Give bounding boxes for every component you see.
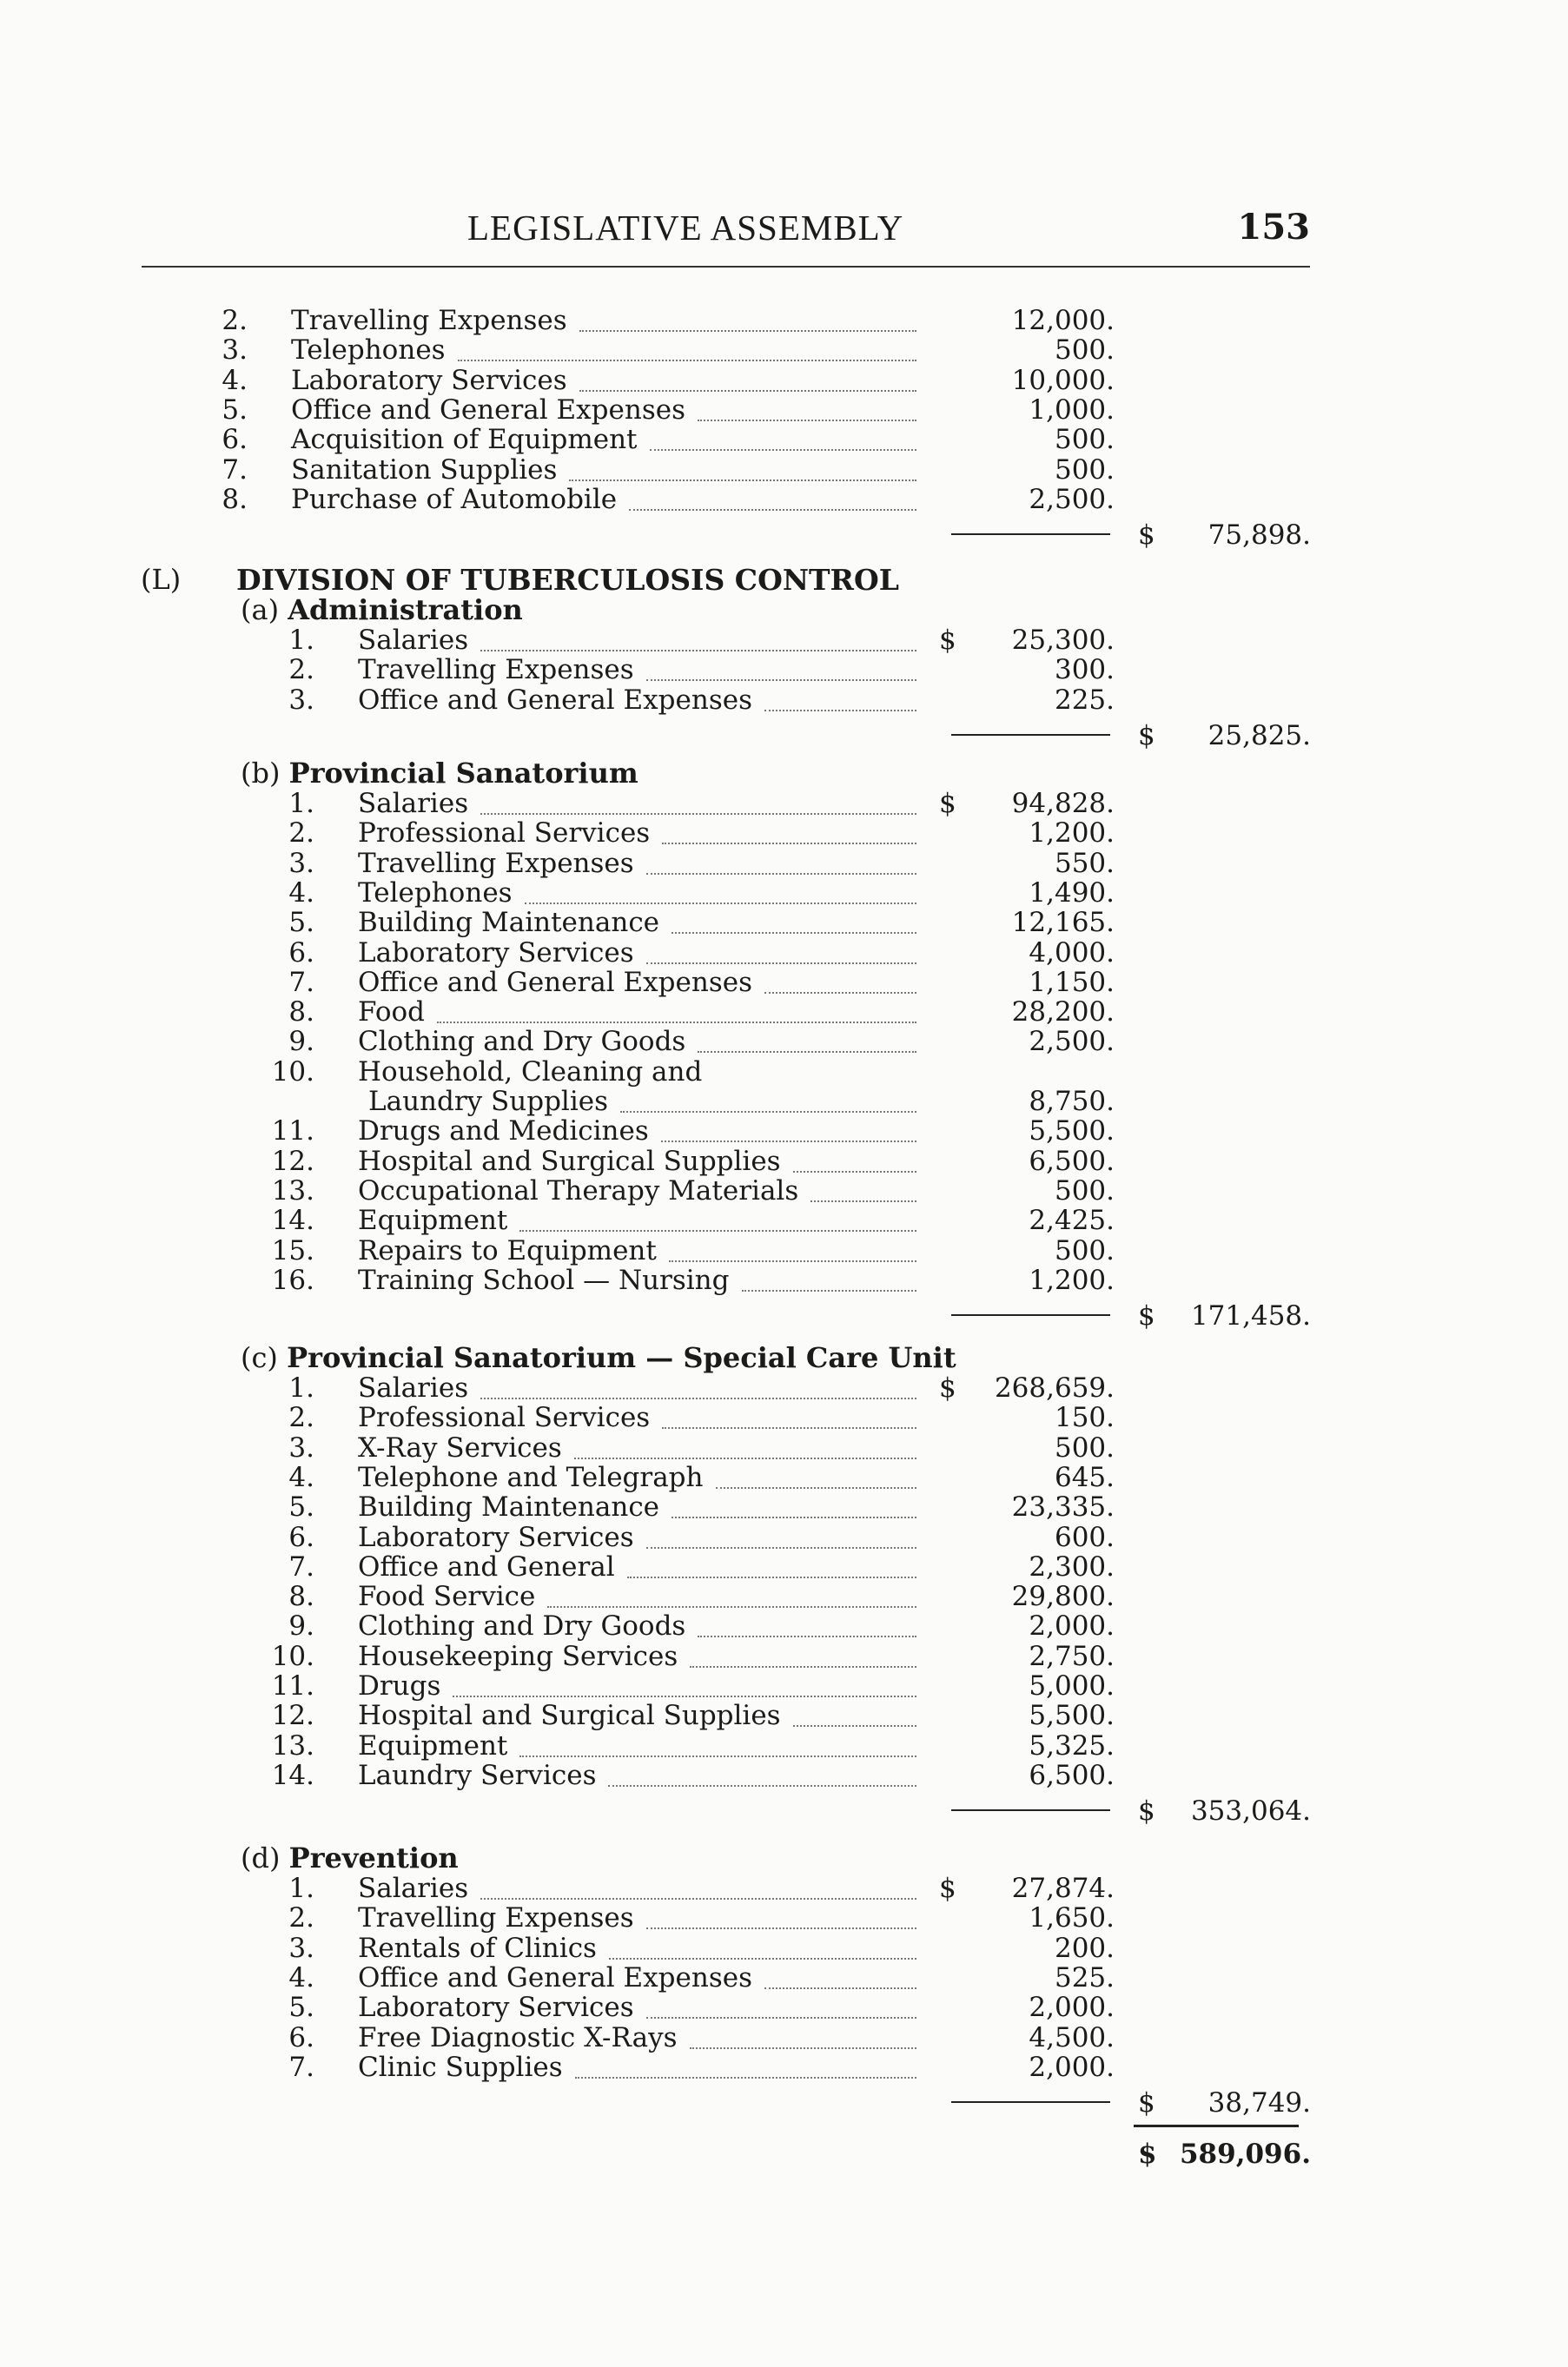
dollar-sign: $ [939,788,956,819]
leader-dots [453,1666,916,1697]
leader-dots [480,620,916,651]
item-amount: 2,500. [1029,483,1115,515]
item-label: Hospital and Surgical Supplies [358,1145,781,1177]
item-number: 9. [288,1026,314,1058]
leader-dots [661,1111,916,1142]
item-label: Salaries [358,625,469,656]
item-amount: 1,200. [1029,1264,1115,1296]
item-number: 3. [288,1431,314,1464]
item-amount: 5,500. [1029,1115,1115,1147]
leader-dots [669,1231,916,1262]
item-label: Professional Services [358,1402,651,1434]
subsection-letter: (d) [241,1841,281,1874]
item-label: Purchase of Automobile [291,483,618,515]
leader-dots [620,1081,916,1113]
item-number: 10. [271,1640,314,1672]
item-label: X-Ray Services [358,1431,562,1464]
dollar-sign: $ [939,1873,956,1904]
leader-dots [608,1755,916,1787]
item-amount: 28,200. [1011,996,1115,1028]
item-amount: 2,750. [1029,1640,1115,1672]
item-number: 3. [288,684,314,716]
item-amount: 4,000. [1029,936,1115,969]
item-amount: 2,000. [1029,1610,1115,1643]
item-amount: 1,490. [1029,876,1115,909]
item-label: Building Maintenance [358,907,660,939]
item-amount: 1,000. [1029,393,1115,426]
item-number: 1. [288,1372,314,1404]
leader-dots [480,1868,916,1900]
item-label: Laboratory Services [358,1992,634,2024]
leader-dots [458,330,916,361]
dollar-sign: $ [939,625,956,656]
subtotal-amount: 353,064. [1190,1795,1311,1828]
leader-dots [569,450,916,481]
leader-dots [480,1368,916,1399]
line-item [0,685,1568,715]
item-label: Clothing and Dry Goods [358,1610,686,1643]
item-amount: 550. [1054,847,1115,879]
subsection-title: Prevention [288,1841,459,1874]
leader-dots [672,1487,916,1518]
item-amount: 2,000. [1029,1992,1115,2024]
leader-dots [646,843,916,875]
leader-dots [793,1696,916,1727]
subtotal-dollar: $ [1138,1300,1155,1332]
item-label: Equipment [358,1205,508,1237]
item-number: 10. [271,1055,314,1088]
item-amount: 6,500. [1029,1759,1115,1791]
item-amount: 268,659. [994,1372,1115,1404]
division-title: DIVISION OF TUBERCULOSIS CONTROL [236,563,899,597]
leader-dots [742,1260,916,1292]
item-number: 1. [288,625,314,656]
leader-dots [646,933,916,964]
item-number: 2. [222,305,248,336]
subtotal-rule [951,533,1110,535]
header-rule [142,266,1310,268]
leader-dots [547,1577,916,1608]
leader-dots [519,1200,916,1232]
item-label: Laundry Services [358,1759,597,1791]
item-amount: 1,650. [1029,1902,1115,1934]
item-label: Salaries [358,1873,469,1904]
item-label: Telephones [358,876,513,909]
item-number: 16. [271,1264,314,1296]
item-amount: 29,800. [1011,1581,1115,1613]
item-label: Travelling Expenses [358,654,634,686]
item-amount: 150. [1054,1402,1115,1434]
item-number: 12. [271,1700,314,1732]
leader-dots [662,813,916,844]
item-amount: 94,828. [1011,788,1115,819]
item-label: Office and General Expenses [358,1961,752,1993]
subsection-title: Administration [288,593,523,626]
item-amount: 225. [1054,684,1115,716]
item-amount: 500. [1054,1174,1115,1207]
item-number: 5. [288,907,314,939]
item-amount: 4,500. [1029,2021,1115,2053]
item-label: Travelling Expenses [358,847,634,879]
page-title: LEGISLATIVE ASSEMBLY [467,208,904,248]
item-number: 6. [288,1521,314,1553]
item-amount: 5,000. [1029,1670,1115,1702]
item-number: 4. [288,876,314,909]
item-amount: 2,500. [1029,1026,1115,1058]
item-label: Occupational Therapy Materials [358,1174,799,1207]
subtotal-amount: 38,749. [1207,2087,1311,2119]
subtotal-rule [951,2101,1110,2103]
item-number: 8. [288,996,314,1028]
leader-dots [579,301,916,332]
item-amount: 27,874. [1011,1873,1115,1904]
item-number: 8. [222,483,248,515]
item-number: 12. [271,1145,314,1177]
grand-total-rule [1134,2125,1299,2127]
line-item [0,1761,1568,1790]
item-amount: 12,000. [1011,305,1115,336]
leader-dots [574,1428,916,1459]
item-label: Telephones [291,334,446,367]
subtotal-rule [951,1809,1110,1811]
item-amount: 500. [1054,424,1115,456]
item-number: 1. [288,788,314,819]
subtotal-dollar: $ [1138,2087,1155,2119]
item-amount: 2,000. [1029,2051,1115,2083]
leader-dots [672,903,916,934]
page-number: 153 [1237,207,1310,248]
subtotal-dollar: $ [1138,719,1155,751]
item-amount: 500. [1054,453,1115,486]
line-item [0,1116,1568,1146]
item-number: 5. [288,1491,314,1524]
leader-dots [609,1928,916,1960]
subsection-letter: (b) [241,757,281,790]
leader-dots [698,390,916,421]
item-amount: 8,750. [1029,1086,1115,1117]
item-label: Office and General [358,1550,615,1583]
item-number: 14. [271,1759,314,1791]
item-label: Travelling Expenses [358,1902,634,1934]
item-label: Telephone and Telegraph [358,1461,704,1493]
item-amount: 25,300. [1011,625,1115,656]
item-label: Laboratory Services [291,364,567,396]
item-amount: 1,200. [1029,817,1115,850]
item-amount: 600. [1054,1521,1115,1553]
page-header [142,207,1310,259]
subtotal-dollar: $ [1138,1795,1155,1828]
subsection-letter: (c) [241,1341,278,1374]
dollar-sign: $ [939,1372,956,1404]
item-label: Sanitation Supplies [291,453,558,486]
item-amount: 645. [1054,1461,1115,1493]
item-label: Food [358,996,425,1028]
item-amount: 2,425. [1029,1205,1115,1237]
item-label: Hospital and Surgical Supplies [358,1700,781,1732]
item-amount: 2,300. [1029,1550,1115,1583]
leader-dots [525,873,916,904]
item-label: Building Maintenance [358,1491,660,1524]
item-amount: 5,500. [1029,1700,1115,1732]
item-number: 9. [288,1610,314,1643]
item-number: 5. [288,1992,314,2024]
item-number: 3. [288,847,314,879]
leader-dots [480,783,916,815]
leader-dots [662,1398,916,1429]
grand-total-dollar: $ [1138,2139,1157,2170]
item-number: 5. [222,393,248,426]
subtotal-amount: 171,458. [1190,1300,1311,1332]
item-label: Drugs and Medicines [358,1115,649,1147]
item-label: Household, Cleaning and [358,1055,703,1088]
item-amount: 5,325. [1029,1729,1115,1762]
item-number: 6. [222,424,248,456]
leader-dots [690,2018,916,2049]
leader-dots [793,1141,916,1173]
item-label: Drugs [358,1670,441,1702]
item-label: Repairs to Equipment [358,1234,657,1266]
leader-dots [575,2047,916,2079]
item-amount: 200. [1054,1932,1115,1964]
item-label: Office and General Expenses [358,966,752,998]
item-number: 3. [222,334,248,367]
subtotal-amount: 75,898. [1207,519,1311,552]
item-number: 2. [288,654,314,686]
leader-dots [646,1517,916,1549]
item-number: 8. [288,1581,314,1613]
subsection-title: Provincial Sanatorium [288,757,638,790]
leader-dots [810,1171,916,1202]
item-amount: 1,150. [1029,966,1115,998]
subsection-letter: (a) [241,593,280,626]
item-number: 7. [288,2051,314,2083]
leader-dots [764,680,916,711]
item-label: Rentals of Clinics [358,1932,597,1964]
item-label: Housekeeping Services [358,1640,678,1672]
item-amount: 23,335. [1011,1491,1115,1524]
item-number: 2. [288,1402,314,1434]
leader-dots [627,1547,916,1578]
subtotal-rule [951,734,1110,736]
leader-dots [716,1458,916,1489]
item-label: Free Diagnostic X-Rays [358,2021,678,2053]
leader-dots [690,1636,916,1668]
item-amount: 500. [1054,1234,1115,1266]
item-label: Office and General Expenses [358,684,752,716]
line-item [0,1027,1568,1056]
item-amount: 10,000. [1011,364,1115,396]
item-number: 6. [288,936,314,969]
item-number: 7. [288,966,314,998]
leader-dots [650,420,916,451]
item-number: 11. [271,1115,314,1147]
item-number: 4. [222,364,248,396]
line-item [0,2053,1568,2082]
subsection-heading-prevention [241,1841,459,1874]
item-label: Acquisition of Equipment [291,424,638,456]
leader-dots [646,1987,916,2019]
item-number: 13. [271,1174,314,1207]
leader-dots [646,650,916,681]
leader-dots [437,992,916,1023]
item-number: 6. [288,2021,314,2053]
item-number: 7. [222,453,248,486]
subtotal-amount: 25,825. [1207,719,1311,751]
leader-dots [519,1726,916,1757]
item-label: Laboratory Services [358,936,634,969]
leader-dots [764,1958,916,1989]
item-number: 15. [271,1234,314,1266]
subtotal-rule [951,1314,1110,1316]
item-number: 2. [288,1902,314,1934]
item-amount: 6,500. [1029,1145,1115,1177]
grand-total-amount: 589,096. [1179,2139,1311,2170]
item-number: 13. [271,1729,314,1762]
item-label: Office and General Expenses [291,393,685,426]
item-label: Salaries [358,1372,469,1404]
leader-dots [629,479,916,511]
item-label: Clinic Supplies [358,2051,563,2083]
item-number: 3. [288,1932,314,1964]
item-number: 2. [288,817,314,850]
leader-dots [698,1606,916,1637]
item-label: Training School — Nursing [358,1264,730,1296]
item-label: Travelling Expenses [291,305,567,336]
line-item [0,1671,1568,1701]
item-number: 4. [288,1961,314,1993]
leader-dots [698,1022,916,1053]
item-number: 7. [288,1550,314,1583]
line-item [0,1266,1568,1295]
item-amount: 500. [1054,334,1115,367]
item-label: Salaries [358,788,469,819]
item-amount: 500. [1054,1431,1115,1464]
leader-dots [646,1898,916,1929]
item-label: Laundry Supplies [368,1086,609,1117]
item-label: Laboratory Services [358,1521,634,1553]
item-amount: 525. [1054,1961,1115,1993]
item-number: 11. [271,1670,314,1702]
item-label: Food Service [358,1581,536,1613]
subsection-title: Provincial Sanatorium — Special Care Unit [287,1341,956,1374]
item-amount: 300. [1054,654,1115,686]
item-number: 1. [288,1873,314,1904]
line-item [0,485,1568,514]
division-letter: (L) [141,563,182,596]
item-label: Professional Services [358,817,651,850]
item-number: 14. [271,1205,314,1237]
item-amount: 12,165. [1011,907,1115,939]
subtotal-dollar: $ [1138,519,1155,552]
item-label: Equipment [358,1729,508,1762]
line-item [0,1147,1568,1176]
item-label: Clothing and Dry Goods [358,1026,686,1058]
leader-dots [579,360,916,392]
leader-dots [764,962,916,994]
item-number: 4. [288,1461,314,1493]
